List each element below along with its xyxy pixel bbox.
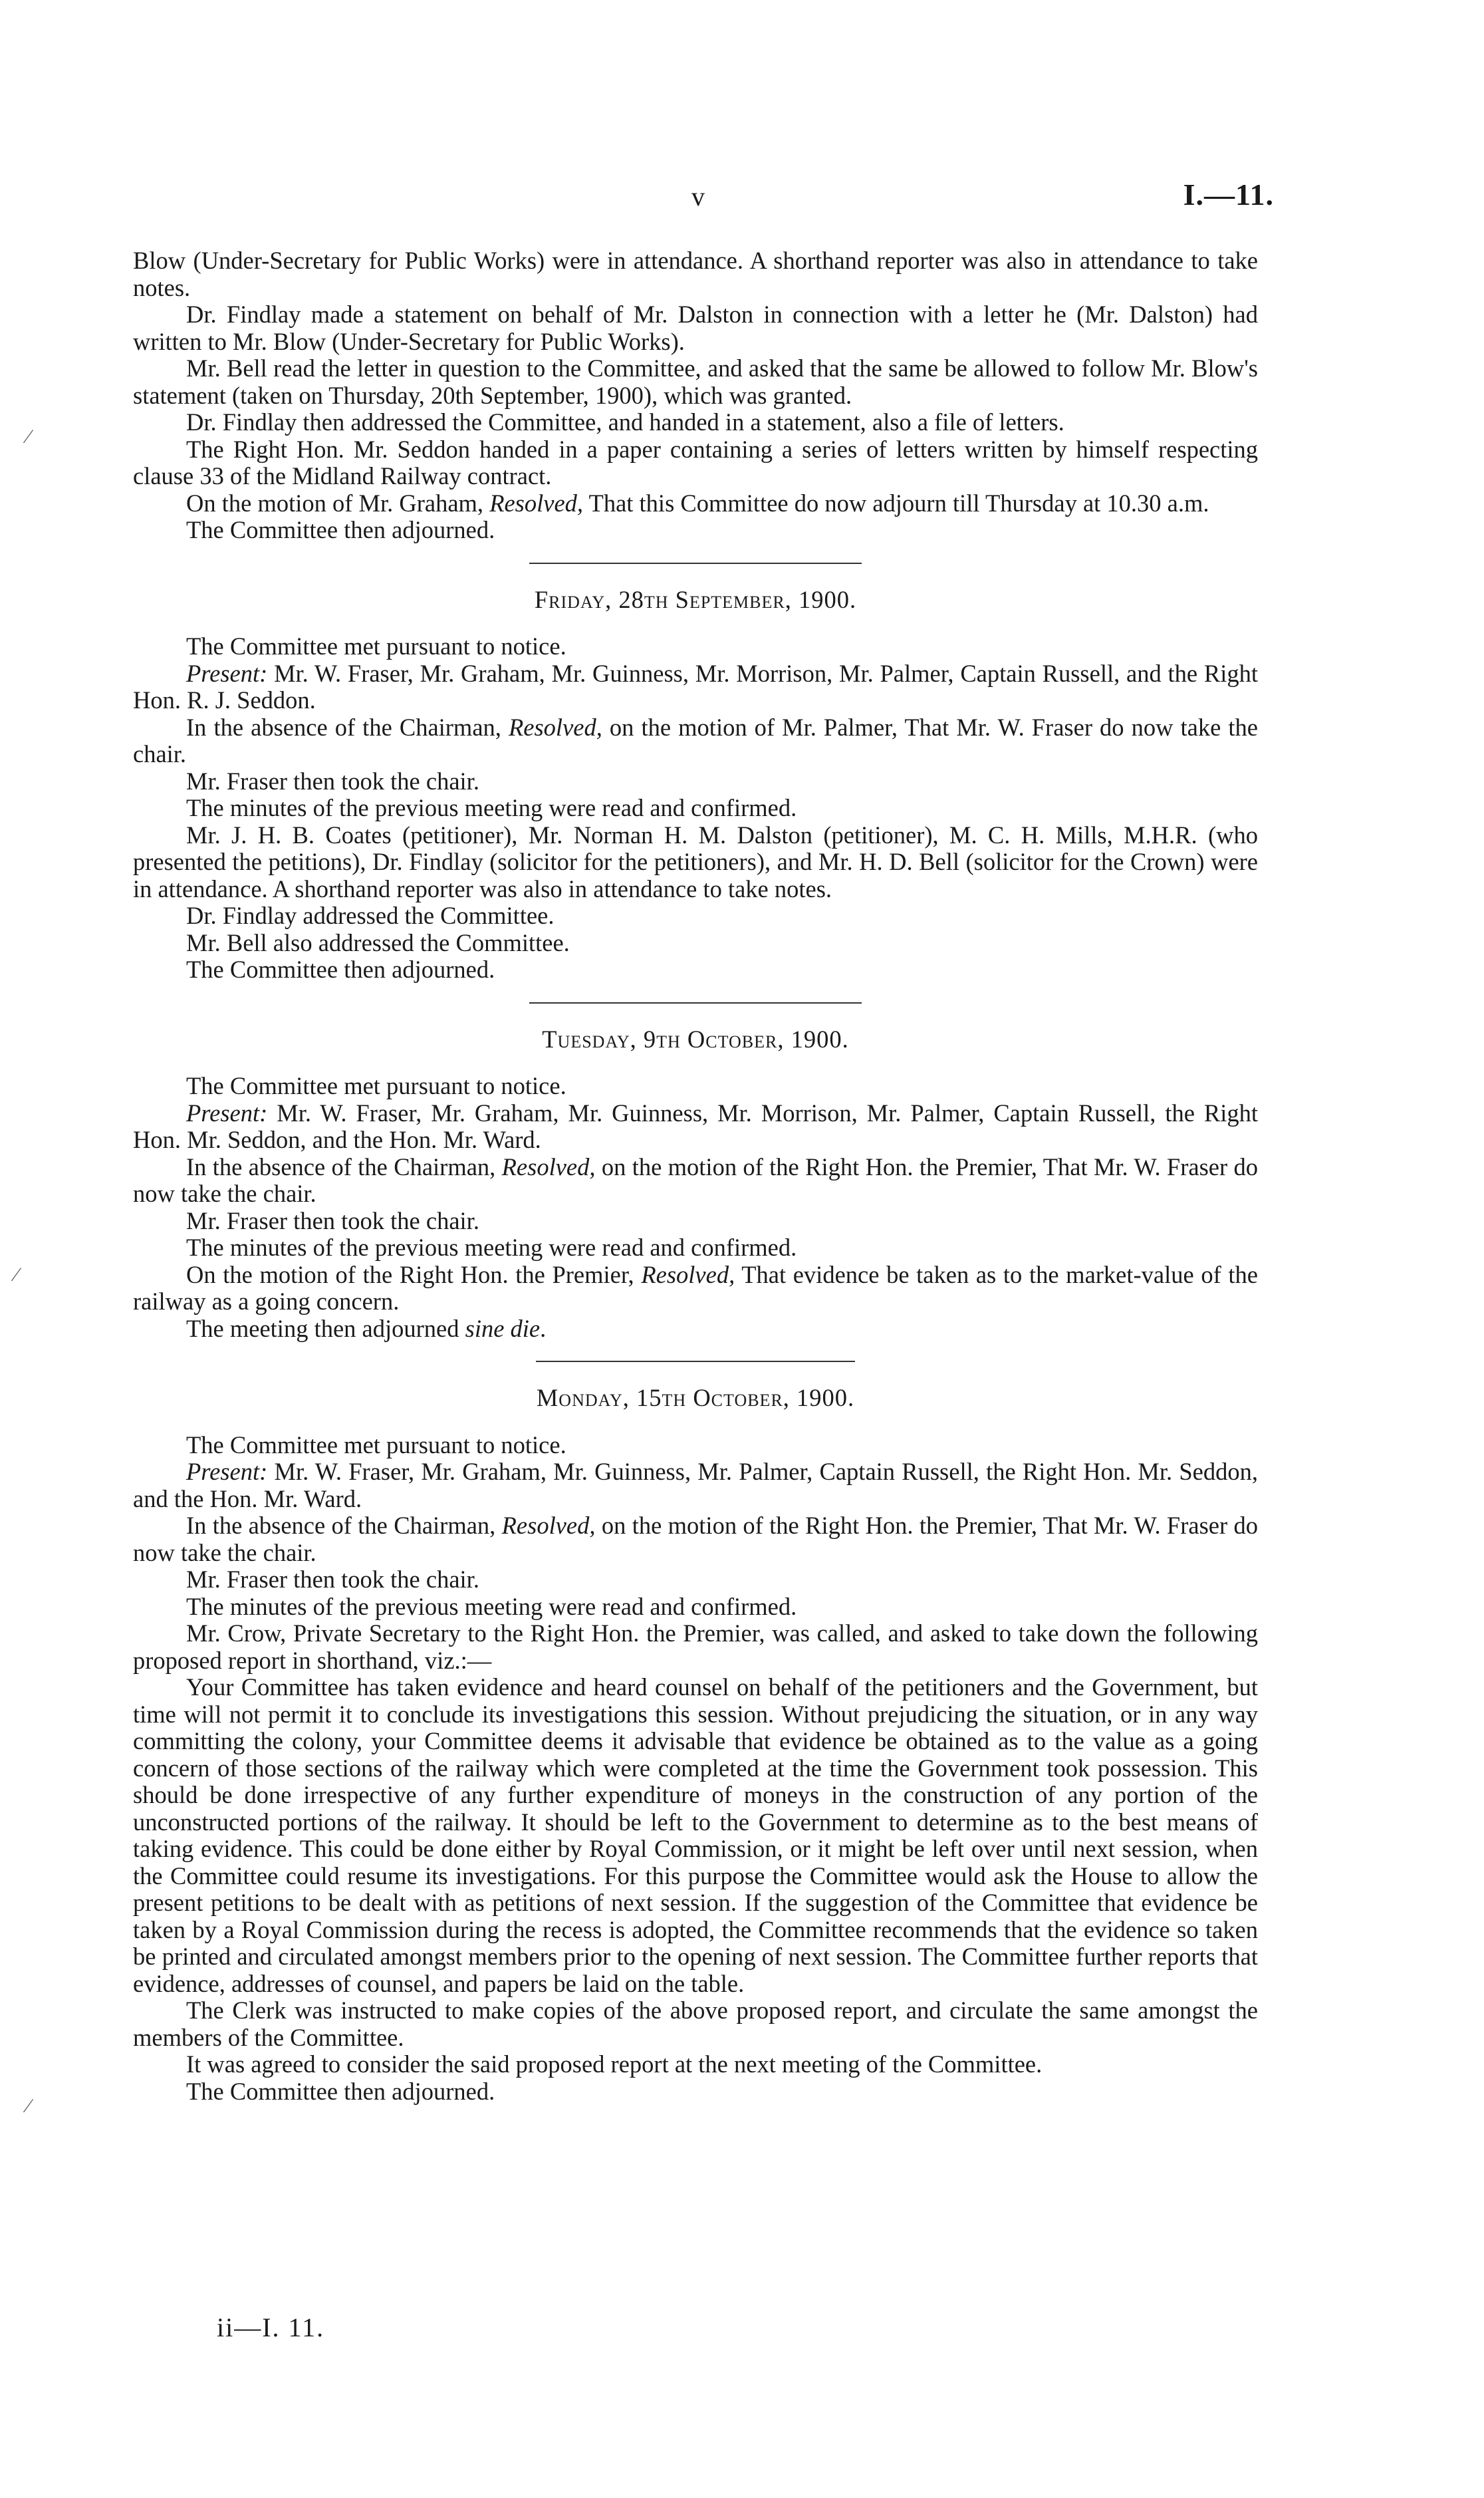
paragraph: In the absence of the Chairman, Resolved, on the motion of the Right Hon. the Premier, That Mr. W. Fraser do now take the chair. — [133, 1512, 1258, 1566]
paragraph: In the absence of the Chairman, Resolved, on the motion of the Right Hon. the Premier, That Mr. W. Fraser do now take the chair. — [133, 1153, 1258, 1207]
margin-mark: ⁄ — [27, 426, 31, 448]
page-header — [133, 178, 1274, 221]
paragraph: On the motion of the Right Hon. the Premier, Resolved, That evidence be taken as to the market-value of the railway as a going concern. — [133, 1260, 1258, 1315]
paragraph: Mr. Fraser then took the chair. — [186, 1206, 479, 1234]
paragraph: Present: Mr. W. Fraser, Mr. Graham, Mr. Guinness, Mr. Morrison, Mr. Palmer, Captain Russell, the Right Hon. Mr. Seddon, and the Hon. Mr. Ward. — [133, 1099, 1258, 1153]
paragraph: Present: Mr. W. Fraser, Mr. Graham, Mr. Guinness, Mr. Palmer, Captain Russell, the Right Hon. Mr. Seddon, and the Hon. Mr. Ward. — [133, 1458, 1258, 1512]
paragraph: Mr. Bell read the letter in question to the Committee, and asked that the same be allowed to follow Mr. Blow's statement (taken on Thursday, 20th September, 1900), which was granted. — [133, 354, 1258, 409]
paragraph: The Committee then adjourned. — [186, 956, 495, 983]
paragraph: The Committee met pursuant to notice. — [186, 632, 566, 660]
paragraph: Mr. Fraser then took the chair. — [186, 1566, 479, 1593]
paragraph: The meeting then adjourned sine die. — [186, 1314, 547, 1342]
paragraph: Mr. Fraser then took the chair. — [186, 767, 479, 795]
meeting-date: Monday, 15th October, 1900. — [536, 1384, 855, 1411]
section-divider — [529, 1002, 862, 1004]
paragraph: In the absence of the Chairman, Resolved, on the motion of Mr. Palmer, That Mr. W. Fraser do now take the chair. — [133, 713, 1258, 767]
paragraph: The Committee met pursuant to notice. — [186, 1431, 566, 1458]
page-number: v — [691, 182, 706, 211]
paragraph: The Right Hon. Mr. Seddon handed in a paper containing a series of letters written by himself respecting clause 33 of the Midland Railway contract. — [133, 435, 1258, 489]
margin-mark: ⁄ — [15, 1264, 19, 1286]
paragraph: Mr. Crow, Private Secretary to the Right Hon. the Premier, was called, and asked to take down the following proposed report in shorthand, viz.:— — [133, 1619, 1258, 1674]
paragraph: Dr. Findlay then addressed the Committee, and handed in a statement, also a file of letters. — [186, 408, 1064, 436]
paragraph: The Committee then adjourned. — [186, 2077, 495, 2105]
signature-mark: ii—I. 11. — [217, 2312, 325, 2342]
paragraph: The minutes of the previous meeting were read and confirmed. — [186, 1592, 797, 1620]
paragraph: The Committee then adjourned. — [186, 516, 495, 543]
paragraph: Mr. Bell also addressed the Committee. — [186, 928, 570, 956]
margin-mark: ⁄ — [27, 2095, 31, 2117]
document-body — [133, 247, 1258, 2105]
paragraph: Blow (Under-Secretary for Public Works) were in attendance. A shorthand reporter was also in attendance to take notes. — [133, 247, 1258, 301]
report-paragraph: Your Committee has taken evidence and heard counsel on behalf of the petitioners and the Government, but time will not permit it to conclude its investigations this session. Without prejudicing the situation, or in any way committing the colony, your Committee deems it advisable that evidence be obtained as to the value as a going concern of those sections of the railway which were completed at the time the Government took possession. This should be done irrespective of any further expenditure of moneys in the construction of any portion of the unconstructed portions of the railway. It should be left to the Government to determine as to the best means of taking evidence. This could be done either by Royal Commission, or it might be left over until next session, when the Committee could resume its investigations. For this purpose the Committee would ask the House to allow the present petitions to be dealt with as petitions of next session. If the suggestion of the Committee that evidence be taken by a Royal Commission during the recess is adopted, the Committee recommends that the evidence so taken be printed and circulated amongst members prior to the opening of next session. The Committee further reports that evidence, addresses of counsel, and papers be laid on the table. — [133, 1673, 1258, 1997]
paragraph: Dr. Findlay made a statement on behalf of Mr. Dalston in connection with a letter he (Mr. Dalston) had written to Mr. Blow (Under-Secretary for Public Works). — [133, 301, 1258, 355]
section-divider — [536, 1361, 855, 1362]
document-reference: I.—11. — [1183, 178, 1274, 211]
paragraph: The Clerk was instructed to make copies of the above proposed report, and circulate the same amongst the members of the Committee. — [133, 1997, 1258, 2051]
paragraph: The minutes of the previous meeting were read and confirmed. — [186, 794, 797, 821]
paragraph: Mr. J. H. B. Coates (petitioner), Mr. Norman H. M. Dalston (petitioner), M. C. H. Mills, M.H.R. (who presented the petitions), Dr. Findlay (solicitor for the petitioners), and Mr. H. D. Bell (solicitor for the Crown) were in attendance. A shorthand reporter was also in attendance to take notes. — [133, 821, 1258, 902]
meeting-date: Friday, 28th September, 1900. — [534, 585, 857, 613]
paragraph: The minutes of the previous meeting were read and confirmed. — [186, 1234, 797, 1261]
paragraph: On the motion of Mr. Graham, Resolved, That this Committee do now adjourn till Thursday at 10.30 a.m. — [186, 489, 1209, 517]
meeting-date: Tuesday, 9th October, 1900. — [542, 1025, 849, 1053]
paragraph: The Committee met pursuant to notice. — [186, 1072, 566, 1099]
section-divider — [529, 563, 862, 564]
paragraph: Dr. Findlay addressed the Committee. — [186, 902, 555, 929]
paragraph: Present: Mr. W. Fraser, Mr. Graham, Mr. Guinness, Mr. Morrison, Mr. Palmer, Captain Russell, and the Right Hon. R. J. Seddon. — [133, 659, 1258, 714]
paragraph: It was agreed to consider the said proposed report at the next meeting of the Committee. — [186, 2050, 1043, 2078]
